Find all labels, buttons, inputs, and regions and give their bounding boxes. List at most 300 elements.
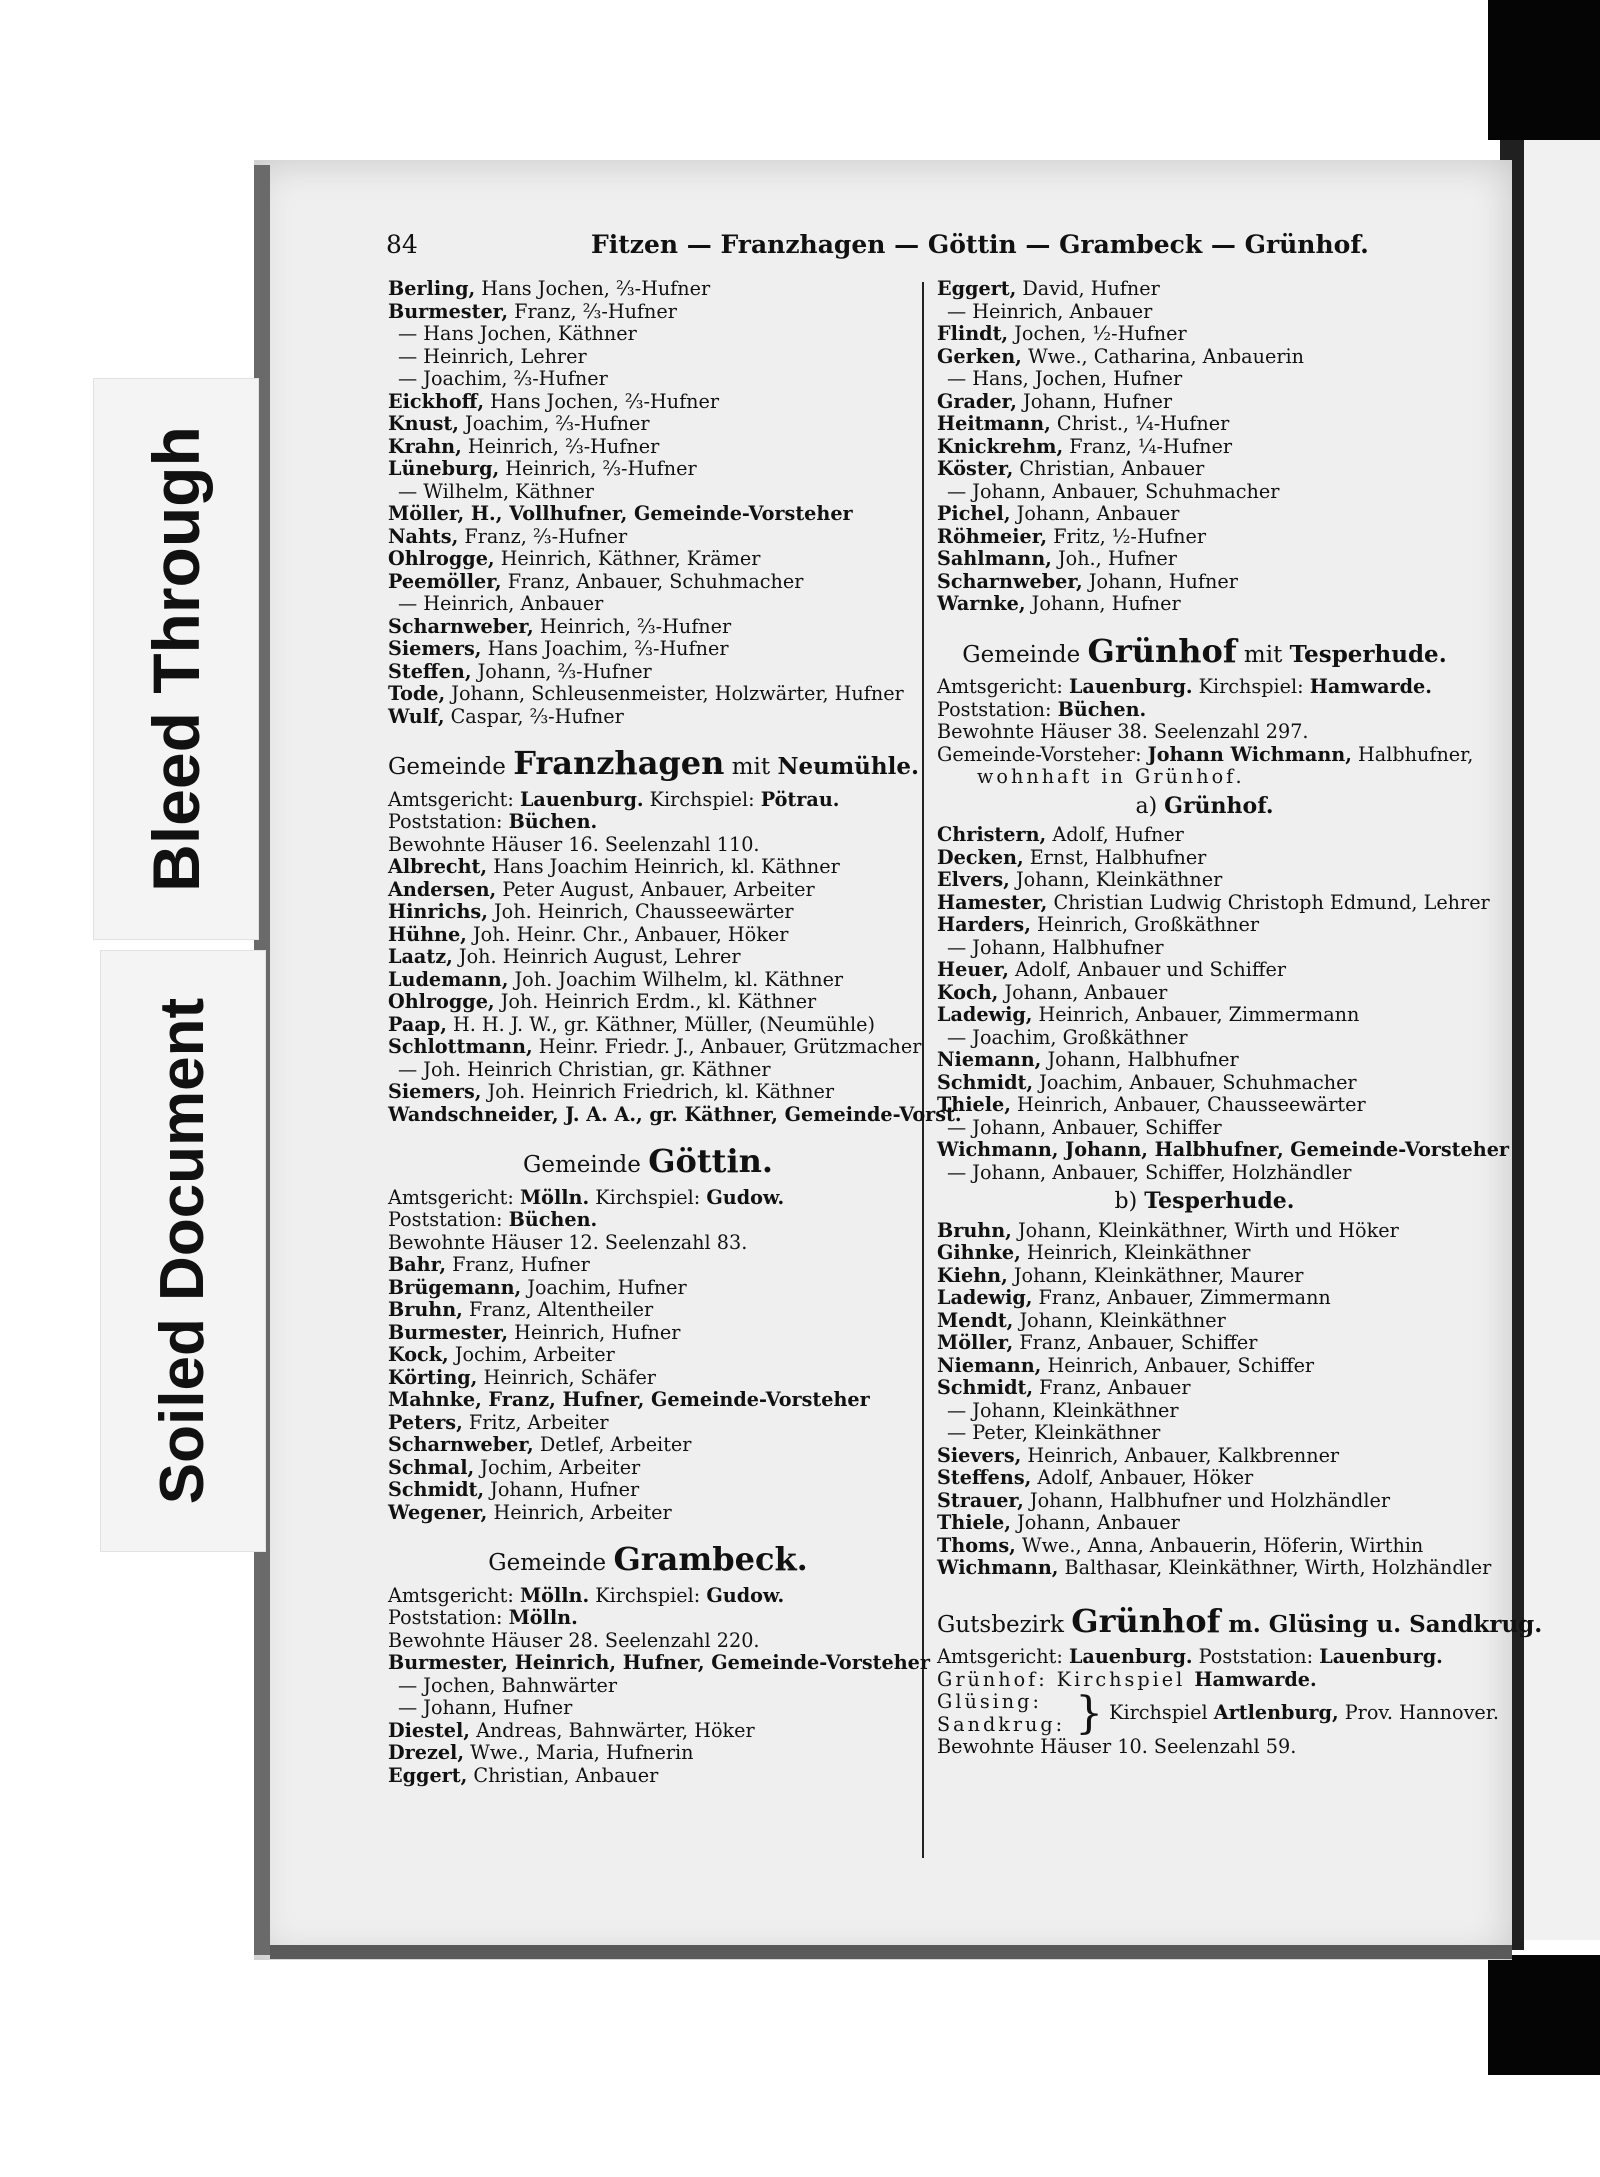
directory-entry xyxy=(388,1081,908,1104)
entry-details: Joachim, Anbauer, Schuhmacher xyxy=(1033,1070,1357,1094)
entry-details: Johann, Anbauer xyxy=(1010,1511,1180,1534)
brace-text-tail: Prov. Hannover. xyxy=(1338,1701,1499,1725)
directory-entry xyxy=(388,368,908,391)
directory-entry xyxy=(388,1014,908,1037)
entry-details: Franz, ¼-Hufner xyxy=(1063,434,1233,458)
directory-entry xyxy=(937,503,1472,526)
entry-details: Heinr. Friedr. J., Anbauer, Grützmacher xyxy=(532,1035,922,1058)
directory-entry xyxy=(937,1355,1472,1378)
entry-details: Joh. Heinrich August, Lehrer xyxy=(452,945,741,968)
info-value-2: Lauenburg. xyxy=(1319,1645,1443,1668)
info-tail-text: wohnhaft in Grünhof. xyxy=(977,765,1245,788)
entry-surname: Koch, xyxy=(937,980,999,1004)
entry-surname: Wichmann, Johann, Halbhufner, Gemeinde-Vorsteher xyxy=(937,1138,1510,1161)
directory-entry xyxy=(388,661,908,684)
info-label: Poststation: xyxy=(388,1208,509,1231)
entry-details: Johann, Anbauer xyxy=(998,980,1168,1004)
info-value: Lauenburg. xyxy=(1068,675,1193,698)
entry-surname: Schmidt, xyxy=(388,1478,485,1501)
entry-details: Heinrich, Schäfer xyxy=(477,1365,656,1389)
entry-surname: Körting, xyxy=(388,1365,478,1389)
entry-surname: Gerken, xyxy=(937,344,1022,368)
directory-entry xyxy=(937,413,1472,436)
gruenhof-info xyxy=(937,676,1472,766)
entry-details: Heinrich, ⅔-Hufner xyxy=(461,434,660,458)
heading-tail: Tesperhude. xyxy=(1289,640,1447,668)
entry-details: — Joh. Heinrich Christian, gr. Käthner xyxy=(398,1057,771,1081)
heading-prefix: Gemeinde xyxy=(388,754,514,780)
directory-entry xyxy=(937,1265,1472,1288)
entry-details: Hans Joachim Heinrich, kl. Käthner xyxy=(487,855,840,878)
entry-surname: Decken, xyxy=(937,845,1024,869)
directory-entry xyxy=(937,1004,1472,1027)
directory-entry xyxy=(937,1332,1472,1355)
subsection-heading-a xyxy=(937,792,1472,819)
entry-surname: Peemöller, xyxy=(388,569,502,593)
directory-entry xyxy=(388,1254,908,1277)
entry-surname: Wandschneider, J. A. A., gr. Käthner, Gemeinde-Vorst. xyxy=(388,1102,962,1126)
entry-details: Franz, Altentheiler xyxy=(462,1298,654,1321)
entry-details: Joachim, ⅔-Hufner xyxy=(458,412,650,435)
info-value: Büchen. xyxy=(508,810,598,833)
entry-details: Hans Joachim, ⅔-Hufner xyxy=(481,637,729,660)
entry-surname: Warnke, xyxy=(937,592,1026,615)
entry-details: Detlef, Arbeiter xyxy=(533,1433,692,1456)
entry-details: Andreas, Bahnwärter, Höker xyxy=(469,1718,755,1742)
section-heading-goettin xyxy=(388,1142,908,1180)
entry-surname: Gihnke, xyxy=(937,1241,1021,1264)
entry-surname: Burmester, Heinrich, Hufner, Gemeinde-Vorsteher xyxy=(388,1651,930,1674)
directory-entry xyxy=(937,959,1472,982)
info-value: Johann Wichmann, xyxy=(1147,742,1352,766)
municipality-info-line xyxy=(937,676,1472,699)
running-title: Fitzen — Franzhagen — Göttin — Grambeck — Grünhof. xyxy=(591,230,1369,259)
directory-entry xyxy=(937,1422,1472,1445)
info-value: Mölln. xyxy=(519,1583,590,1607)
municipality-info-line xyxy=(937,721,1472,744)
entry-surname: Hamester, xyxy=(937,890,1048,914)
heading-name: Grambeck. xyxy=(613,1540,808,1578)
directory-entry xyxy=(388,1434,908,1457)
directory-entry xyxy=(937,1535,1472,1558)
directory-entry xyxy=(937,824,1472,847)
entry-details: — Joachim, ⅔-Hufner xyxy=(398,367,608,390)
section-heading-grambeck xyxy=(388,1540,908,1578)
facing-page-edge xyxy=(1522,140,1600,1940)
entry-details: Joh. Heinrich Friedrich, kl. Käthner xyxy=(481,1080,835,1103)
gruenhof-info-tail xyxy=(937,766,1472,789)
gutsbezirk-line-1 xyxy=(937,1646,1472,1669)
goettin-info xyxy=(388,1187,908,1255)
directory-entry xyxy=(388,901,908,924)
directory-entry xyxy=(937,571,1472,594)
entry-details: Wwe., Catharina, Anbauerin xyxy=(1021,344,1304,368)
entry-surname: Bahr, xyxy=(388,1253,446,1276)
entry-surname: Sahlmann, xyxy=(937,547,1052,570)
directory-entry xyxy=(937,914,1472,937)
info-label: Poststation: xyxy=(937,697,1058,721)
entry-details: Jochim, Arbeiter xyxy=(448,1343,615,1366)
info-value-2: Hamwarde. xyxy=(1309,675,1432,698)
info-label: Poststation: xyxy=(388,810,509,833)
directory-entry xyxy=(388,301,908,324)
entry-details: Hans Jochen, ⅔-Hufner xyxy=(475,277,711,300)
entry-surname: Eggert, xyxy=(388,1763,468,1787)
directory-entry xyxy=(937,982,1472,1005)
section-heading-gutsbezirk xyxy=(937,1601,1543,1640)
directory-entry xyxy=(388,436,908,459)
entry-surname: Pichel, xyxy=(937,502,1011,525)
entry-surname: Paap, xyxy=(388,1012,447,1036)
info-value: Büchen. xyxy=(1057,697,1147,721)
entry-surname: Elvers, xyxy=(937,868,1010,891)
directory-entry xyxy=(937,1138,1510,1162)
entry-surname: Möller, H., Vollhufner, Gemeinde-Vorsteher xyxy=(388,502,853,525)
info-value: Mölln. xyxy=(508,1606,578,1629)
directory-entry xyxy=(388,946,908,969)
directory-entry xyxy=(388,683,908,706)
entry-details: — Heinrich, Lehrer xyxy=(398,344,587,368)
entry-details: Joh. Joachim Wilhelm, kl. Käthner xyxy=(508,967,844,991)
subsection-name: Tesperhude. xyxy=(1144,1188,1295,1214)
gruenhof-a-entries xyxy=(937,823,1510,1184)
info-label: Amtsgericht: xyxy=(388,787,520,811)
info-value: Büchen. xyxy=(508,1208,598,1231)
directory-entry xyxy=(937,1072,1472,1095)
info-label: Gemeinde-Vorsteher: xyxy=(937,742,1148,766)
directory-entry xyxy=(937,937,1472,960)
entry-surname: Laatz, xyxy=(388,945,453,968)
brace-text xyxy=(1109,1702,1499,1725)
directory-entry xyxy=(388,503,908,526)
directory-entry xyxy=(388,526,908,549)
heading-prefix: Gemeinde xyxy=(522,1152,649,1178)
directory-entry xyxy=(937,869,1472,892)
directory-entry xyxy=(388,323,908,346)
entry-details: Joh. Heinr. Chr., Anbauer, Höker xyxy=(466,922,789,946)
entry-details: Johann, Schleusenmeister, Holzwärter, Hufner xyxy=(445,682,904,705)
entry-surname: Ludemann, xyxy=(388,967,509,991)
entry-surname: Mahnke, Franz, Hufner, Gemeinde-Vorsteher xyxy=(388,1388,870,1411)
directory-entry xyxy=(937,890,1490,915)
entry-details: Heinrich, Käthner, Krämer xyxy=(494,547,761,570)
entry-details: Fritz, ½-Hufner xyxy=(1047,524,1206,548)
entry-details: Johann, Kleinkäthner xyxy=(1009,868,1223,891)
municipality-info-line xyxy=(388,1232,908,1255)
entry-surname: Röhmeier, xyxy=(937,524,1048,548)
entry-surname: Scharnweber, xyxy=(937,569,1083,593)
entry-details: David, Hufner xyxy=(1016,277,1160,300)
entry-details: Heinrich, Hufner xyxy=(508,1320,681,1344)
info-value: Lauenburg. xyxy=(1068,1645,1193,1668)
entry-details: Heinrich, Anbauer, Zimmermann xyxy=(1032,1003,1360,1026)
entry-details: Heinrich, Kleinkäthner xyxy=(1020,1241,1251,1264)
directory-entry xyxy=(937,368,1472,391)
directory-entry xyxy=(937,1027,1472,1050)
entry-surname: Tode, xyxy=(388,682,446,705)
subsection-prefix: b) xyxy=(1114,1189,1145,1214)
info-label: Amtsgericht: xyxy=(937,1645,1069,1668)
scanner-edge-top xyxy=(1488,0,1600,140)
directory-entry xyxy=(937,1556,1492,1580)
info-value: Lauenburg. xyxy=(519,787,644,811)
gutsbezirk-brace-group xyxy=(937,1687,1499,1739)
entry-surname: Heuer, xyxy=(937,958,1009,981)
entry-surname: Strauer, xyxy=(937,1488,1024,1512)
franzhagen-entries xyxy=(388,855,962,1126)
entry-surname: Steffen, xyxy=(388,659,472,683)
municipality-info-line xyxy=(388,1187,908,1210)
directory-entry xyxy=(388,1277,908,1300)
directory-entry xyxy=(388,856,908,879)
entry-surname: Bruhn, xyxy=(937,1218,1012,1242)
entry-surname: Wulf, xyxy=(388,704,445,728)
entry-details: Heinrich, Anbauer, Chausseewärter xyxy=(1010,1093,1366,1116)
directory-entry xyxy=(388,924,908,947)
subsection-prefix: a) xyxy=(1135,793,1165,819)
brace-text-pre: Kirchspiel xyxy=(1109,1701,1214,1725)
right-column xyxy=(937,277,1543,1759)
info-label-2: Poststation: xyxy=(1192,1645,1320,1668)
municipality-info-line xyxy=(388,1585,908,1608)
entry-surname: Krahn, xyxy=(388,434,462,458)
entry-surname: Niemann, xyxy=(937,1048,1042,1071)
entry-details: Christian Ludwig Christoph Edmund, Lehrer xyxy=(1047,890,1490,914)
directory-entry xyxy=(937,1310,1472,1333)
municipality-info-line xyxy=(388,811,908,834)
entry-surname: Berling, xyxy=(388,277,476,300)
municipality-info-line xyxy=(937,744,1472,767)
directory-entry xyxy=(937,1049,1472,1072)
municipality-info-line xyxy=(937,699,1472,722)
entry-surname: Wichmann, xyxy=(937,1556,1059,1579)
directory-entry xyxy=(388,481,908,504)
info-label: Poststation: xyxy=(388,1606,509,1629)
info-label: Bewohnte Häuser 10. Seelenzahl 59. xyxy=(937,1735,1297,1758)
entry-details: Jochim, Arbeiter xyxy=(474,1455,641,1479)
scanner-edge-bottom xyxy=(1488,1955,1600,2075)
entry-surname: Christern, xyxy=(937,823,1047,846)
entry-surname: Ohlrogge, xyxy=(388,990,495,1013)
brace-label-2: Sandkrug: xyxy=(937,1712,1066,1736)
entry-details: Joh. Heinrich, Chausseewärter xyxy=(487,900,794,923)
entry-details: Johann, ⅔-Hufner xyxy=(471,659,652,683)
directory-entry xyxy=(388,1367,908,1390)
entry-surname: Drezel, xyxy=(388,1741,465,1764)
info-label-2: Halbhufner, xyxy=(1351,742,1474,766)
entry-surname: Eickhoff, xyxy=(388,389,485,413)
entry-details: — Heinrich, Anbauer xyxy=(398,592,604,615)
entry-surname: Bruhn, xyxy=(388,1298,463,1321)
entry-details: Johann, Kleinkäthner, Maurer xyxy=(1007,1263,1304,1287)
brace-label-1: Glüsing: xyxy=(937,1690,1042,1713)
entry-details: Heinrich, Arbeiter xyxy=(487,1500,672,1524)
entry-details: Jochen, ½-Hufner xyxy=(1008,322,1187,345)
entry-details: Johann, Anbauer xyxy=(1010,502,1180,525)
left-column xyxy=(388,277,962,1787)
directory-entry xyxy=(937,1287,1472,1310)
page-bottom-shadow xyxy=(270,1945,1512,1959)
municipality-info-line xyxy=(388,1607,908,1630)
info-label: Bewohnte Häuser 12. Seelenzahl 83. xyxy=(388,1230,748,1254)
entry-details: Franz, Anbauer, Zimmermann xyxy=(1032,1286,1331,1309)
entry-surname: Scharnweber, xyxy=(388,614,534,638)
directory-entry xyxy=(388,548,908,571)
directory-entry xyxy=(937,1467,1472,1490)
info-value: Mölln. xyxy=(519,1185,590,1209)
directory-entry xyxy=(937,346,1472,369)
directory-entry xyxy=(388,413,908,436)
entry-details: Franz, ⅔-Hufner xyxy=(458,524,628,548)
entry-surname: Knickrehm, xyxy=(937,434,1064,458)
directory-entry xyxy=(388,346,908,369)
info-label: Bewohnte Häuser 28. Seelenzahl 220. xyxy=(388,1628,760,1652)
heading-tail: m. Glüsing u. Sandkrug. xyxy=(1220,1610,1543,1638)
gruenhof-b-entries xyxy=(937,1218,1492,1580)
entry-surname: Thoms, xyxy=(937,1533,1016,1557)
heading-tail: Neumühle. xyxy=(777,753,919,780)
directory-entry xyxy=(388,969,908,992)
entry-details: Caspar, ⅔-Hufner xyxy=(444,704,624,728)
fitzen-entries xyxy=(388,278,908,728)
subsection-heading-b xyxy=(937,1190,1472,1214)
directory-entry xyxy=(388,706,908,729)
section-heading-gruenhof xyxy=(937,631,1472,670)
directory-entry xyxy=(388,1720,908,1743)
soiled-document-tab xyxy=(100,950,266,1552)
entry-surname: Schmidt, xyxy=(937,1070,1034,1094)
bleed-through-label: Bleed Through xyxy=(139,426,213,892)
info-label: Grünhof: Kirchspiel xyxy=(937,1667,1195,1691)
directory-entry xyxy=(937,1512,1472,1535)
directory-entry xyxy=(937,278,1472,301)
brace-labels xyxy=(937,1691,1065,1736)
franzhagen-info xyxy=(388,789,908,857)
gutsbezirk-line-last xyxy=(937,1736,1472,1759)
entry-surname: Andersen, xyxy=(388,877,497,901)
grambeck-entries xyxy=(388,1651,930,1787)
entry-details: Heinrich, Anbauer, Kalkbrenner xyxy=(1021,1443,1340,1467)
entry-surname: Knust, xyxy=(388,412,459,435)
entry-surname: Heitmann, xyxy=(937,412,1051,435)
directory-entry xyxy=(388,593,908,616)
entry-details: Christian, Anbauer xyxy=(467,1763,659,1787)
entry-surname: Thiele, xyxy=(937,1511,1011,1534)
goettin-entries xyxy=(388,1254,908,1524)
entry-surname: Ladewig, xyxy=(937,1003,1033,1026)
directory-entry xyxy=(937,1162,1472,1185)
brace-text-bold: Artlenburg, xyxy=(1213,1701,1339,1725)
entry-surname: Grader, xyxy=(937,389,1017,413)
entry-surname: Hinrichs, xyxy=(388,900,488,923)
heading-name: Göttin. xyxy=(648,1142,774,1180)
entry-details: — Johann, Halbhufner xyxy=(947,935,1164,959)
directory-entry xyxy=(388,571,908,594)
directory-entry xyxy=(937,323,1472,346)
info-label: Amtsgericht: xyxy=(388,1185,520,1209)
entry-details: — Heinrich, Anbauer xyxy=(947,299,1153,323)
entry-details: Wwe., Maria, Hufnerin xyxy=(464,1741,694,1764)
grambeck-info xyxy=(388,1585,908,1653)
directory-entry xyxy=(937,847,1472,870)
heading-name: Grünhof xyxy=(1087,631,1237,670)
directory-entry xyxy=(937,301,1472,324)
heading-name: Franzhagen xyxy=(513,744,725,782)
entry-details: Adolf, Anbauer und Schiffer xyxy=(1008,958,1286,981)
info-label: Bewohnte Häuser 16. Seelenzahl 110. xyxy=(388,832,760,856)
directory-entry xyxy=(388,991,908,1014)
entry-surname: Thiele, xyxy=(937,1093,1011,1116)
directory-entry xyxy=(388,278,908,301)
directory-entry xyxy=(937,1445,1472,1468)
entry-surname: Burmester, xyxy=(388,299,509,323)
entry-details: Ernst, Halbhufner xyxy=(1023,845,1207,869)
entry-surname: Siemers, xyxy=(388,637,482,660)
directory-entry xyxy=(388,638,908,661)
curly-brace-glyph: } xyxy=(1075,1687,1104,1739)
entry-surname: Ohlrogge, xyxy=(388,547,495,570)
entry-details: — Johann, Anbauer, Schiffer xyxy=(947,1115,1222,1139)
entry-details: — Jochen, Bahnwärter xyxy=(398,1673,618,1697)
directory-entry xyxy=(937,458,1472,481)
entry-details: — Johann, Hufner xyxy=(398,1696,573,1719)
entry-surname: Wegener, xyxy=(388,1500,488,1524)
directory-entry xyxy=(937,1490,1472,1513)
entry-surname: Köster, xyxy=(937,457,1014,480)
municipality-info-line xyxy=(388,1209,908,1232)
info-value: Hamwarde. xyxy=(1194,1667,1317,1691)
info-label-2: Kirchspiel: xyxy=(1192,675,1310,698)
entry-surname: Eggert, xyxy=(937,277,1017,300)
entry-surname: Burmester, xyxy=(388,1320,509,1344)
entry-surname: Schmidt, xyxy=(937,1376,1034,1399)
entry-details: Heinrich, ⅔-Hufner xyxy=(533,614,732,638)
entry-surname: Nahts, xyxy=(388,524,459,548)
directory-entry xyxy=(937,1117,1472,1140)
entry-details: Johann, Hufner xyxy=(1016,389,1173,413)
entry-surname: Möller, xyxy=(937,1331,1014,1354)
entry-details: — Joachim, Großkäthner xyxy=(947,1025,1188,1049)
directory-entry xyxy=(388,1035,922,1059)
info-value-2: Pötrau. xyxy=(760,787,840,811)
entry-details: Johann, Hufner xyxy=(1082,569,1238,593)
entry-details: Balthasar, Kleinkäthner, Wirth, Holzhändler xyxy=(1058,1556,1492,1579)
directory-entry xyxy=(388,1102,962,1127)
entry-surname: Schlottmann, xyxy=(388,1035,533,1058)
directory-entry xyxy=(388,1412,908,1435)
directory-entry xyxy=(937,436,1472,459)
municipality-info-line xyxy=(388,834,908,857)
entry-surname: Schmal, xyxy=(388,1455,475,1479)
directory-entry xyxy=(388,1675,908,1698)
entry-surname: Siemers, xyxy=(388,1080,482,1103)
entry-surname: Sievers, xyxy=(937,1443,1022,1467)
directory-entry xyxy=(388,458,908,481)
entry-details: — Johann, Anbauer, Schuhmacher xyxy=(947,479,1280,503)
entry-details: — Peter, Kleinkäthner xyxy=(947,1421,1161,1444)
directory-entry xyxy=(388,1765,908,1788)
directory-entry xyxy=(937,1094,1472,1117)
entry-details: Franz, Anbauer, Schuhmacher xyxy=(501,569,804,593)
page-number: 84 xyxy=(386,230,418,259)
heading-mid: mit xyxy=(724,754,778,780)
subsection-name: Grünhof. xyxy=(1164,792,1274,819)
entry-details: Christ., ¼-Hufner xyxy=(1050,412,1230,435)
entry-surname: Lüneburg, xyxy=(388,457,500,480)
municipality-info-line xyxy=(388,789,908,812)
entry-surname: Peters, xyxy=(388,1410,463,1434)
directory-entry xyxy=(937,1220,1472,1243)
